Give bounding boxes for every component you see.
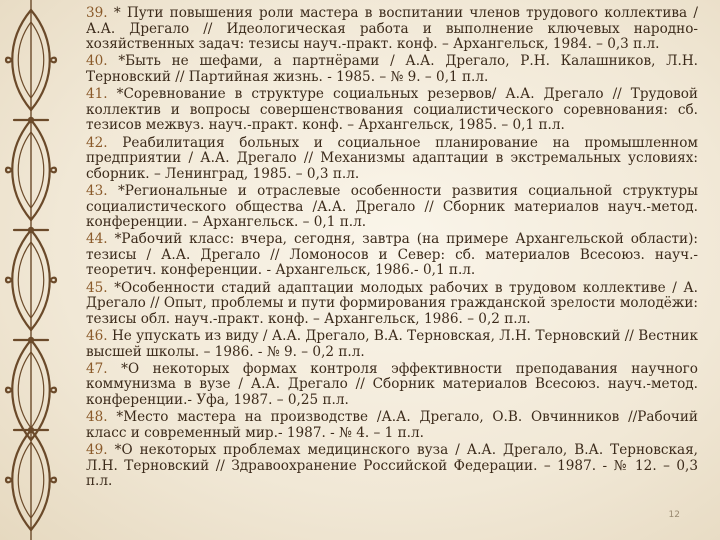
entry-text: *О некоторых проблемах медицинского вуза / А.А. Дрегало, В.А. Терновская, Л.Н. Терновский // Здравоохранение Российской Федерации. – 1987. - № 12. – 0,3 п.л. (86, 441, 698, 490)
entry-number: 45. (86, 279, 108, 296)
entry-text: Реабилитация больных и социальное планирование на промышленном предприятии / А.А. Дрегало // Механизмы адаптации в экстремальных условиях: сборник. – Ленинград, 1985. – 0,3 п.л. (86, 134, 698, 182)
entry-text: *Место мастера на производстве /А.А. Дрегало, О.В. Овчинников //Рабочий класс и современный мир.- 1987. - № 4. – 1 п.л. (86, 409, 698, 441)
entry-text: *Региональные и отраслевые особенности развития социальной структуры социалистического общества /А.А. Дрегало // Сборник материалов науч.-метод. конференции. – Архангельск. – 0,1 п.л. (86, 182, 698, 231)
entry-number: 39. (86, 5, 108, 21)
list-item (86, 54, 698, 85)
entry-number: 47. (86, 360, 108, 377)
entry-text: * Пути повышения роли мастера в воспитании членов трудового коллектива / А.А. Дрегало // Идеологическая работа и выполнение ключевых народно-хозяйственных задач: тезисы науч.-практ. конф. – Архангельск, 1984. – 0,3 п.л. (86, 5, 698, 53)
entry-number: 40. (86, 53, 108, 70)
entry-text: *Быть не шефами, а партнёрами / А.А. Дрегало, Р.Н. Калашников, Л.Н. Терновский // Партийная жизнь. - 1985. – № 9. – 0,1 п.л. (86, 53, 698, 85)
entry-number: 46. (86, 328, 108, 345)
list-item (86, 87, 698, 134)
list-item (86, 410, 698, 441)
list-item (86, 184, 698, 231)
entry-number: 42. (86, 134, 108, 151)
entry-text: *Соревнование в структуре социальных резервов/ А.А. Дрегало // Трудовой коллектив и вопросы совершенствования социалистического соревнования: сб. тезисов межвуз. науч.-практ. конф. – Архангельск, 1985. – 0,1 п.л. (86, 86, 698, 134)
list-item (86, 232, 698, 279)
entry-number: 43. (86, 182, 108, 199)
entry-text: *Особенности стадий адаптации молодых рабочих в трудовом коллективе / А. Дрегало // Опыт, проблемы и пути формирования гражданской зрелости молодёжи: тезисы обл. науч.-практ. конф. – Архангельск, 1986. – 0,2 п.л. (86, 279, 698, 327)
bibliography-list (86, 6, 698, 491)
entry-text: Не упускать из виду / А.А. Дрегало, В.А. Терновская, Л.Н. Терновский // Вестник высшей школы. – 1986. - № 9. – 0,2 п.л. (86, 328, 698, 360)
list-item (86, 6, 698, 53)
entry-text: *О некоторых формах контроля эффективности преподавания научного коммунизма в вузе / А.А. Дрегало // Сборник материалов Всесоюз. науч.-метод. конференции.- Уфа, 1987. – 0,25 п.л. (86, 360, 698, 408)
list-item (86, 281, 698, 328)
list-item (86, 329, 698, 360)
page-number: 12 (668, 510, 680, 520)
list-item (86, 443, 698, 490)
list-item (86, 362, 698, 409)
entry-number: 49. (86, 441, 108, 458)
decorative-border-ornament (0, 0, 62, 540)
entry-number: 41. (86, 86, 108, 103)
entry-number: 44. (86, 231, 108, 248)
entry-number: 48. (86, 409, 108, 426)
entry-text: *Рабочий класс: вчера, сегодня, завтра (на примере Архангельской области): тезисы / А.А. Дрегало // Ломоносов и Север: сб. материалов Всесоюз. науч.-теоретич. конференции. - Архангельск, 1986.- 0,1 п.л. (86, 231, 698, 279)
list-item (86, 136, 698, 183)
